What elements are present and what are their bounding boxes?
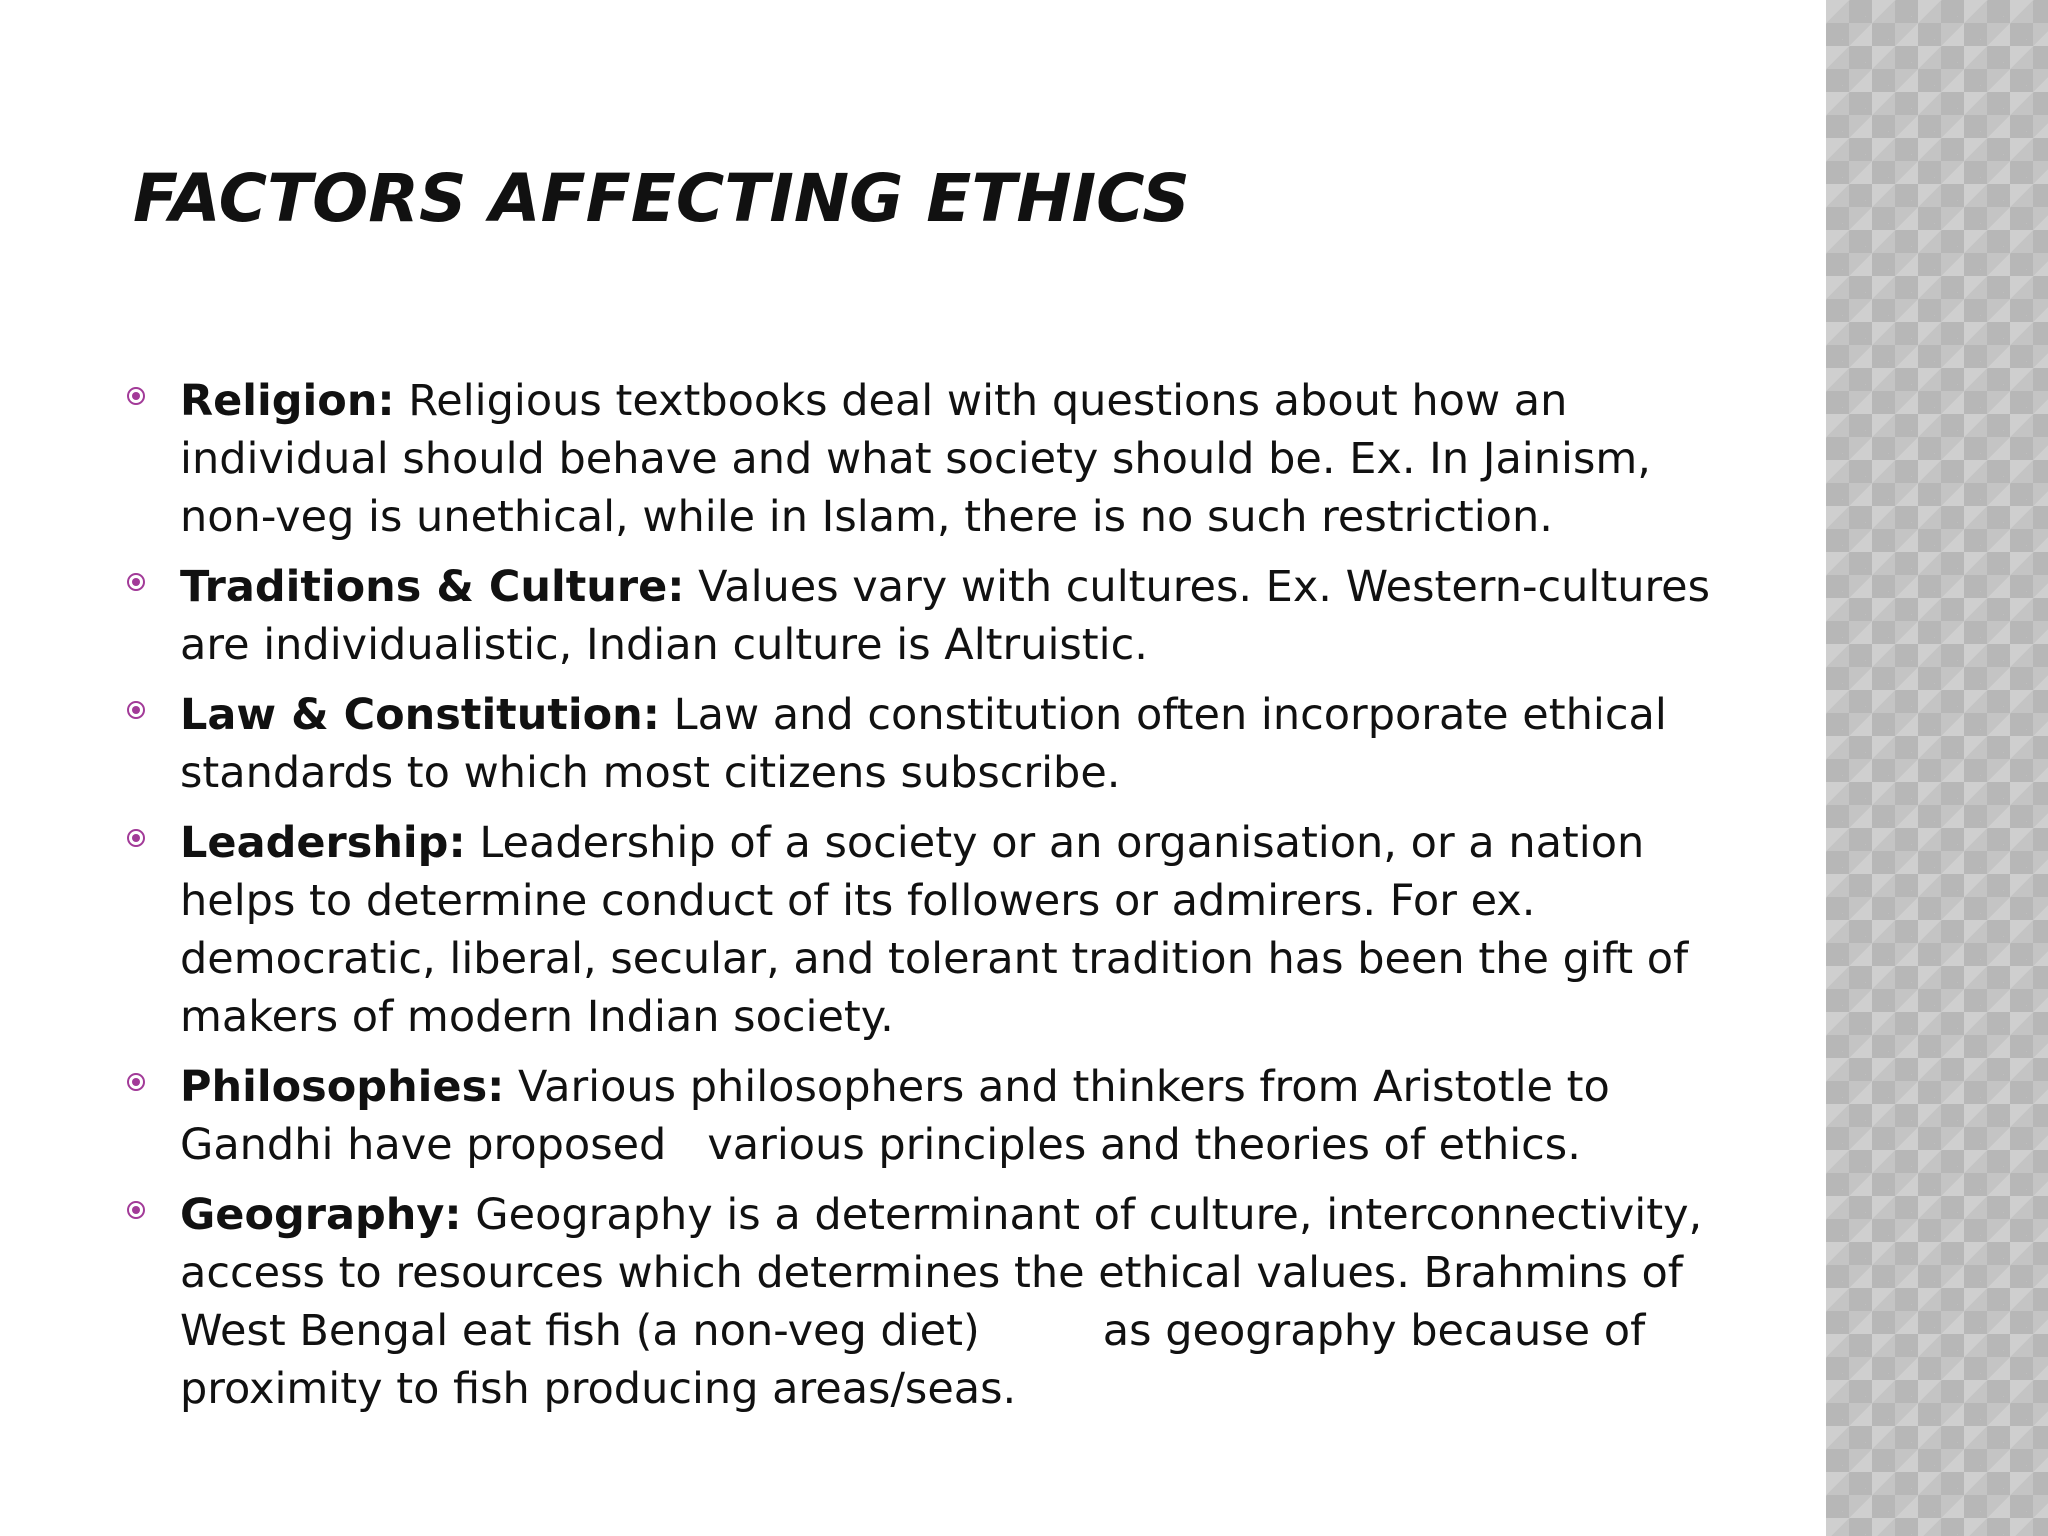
bullet-term: Geography: [180,1190,462,1240]
bullet-text: Leadership of a society or an organisation, or a nation helps to determine conduct of its followers or admirers. For ex. democratic, liberal, secular, and tolerant tradition has been the gift of makers of modern Indian society. [180,818,1702,1042]
decorative-side-panel [1826,0,2048,1536]
bullet-text: Law and constitution often incorporate ethical standards to which most citizens subscribe. [180,690,1681,798]
bullet-term: Traditions & Culture: [180,562,685,612]
bullet-circle-icon [127,829,145,847]
bullet-text: Religious textbooks deal with questions about how an individual should behave and what society should be. Ex. In Jainism, non-veg is unethical, while in Islam, there is no such restriction. [180,376,1665,542]
bullet-item-religion [125,372,1715,546]
bullet-item-geography [125,1186,1715,1418]
bullet-term: Religion: [180,376,395,426]
bullet-circle-icon [127,387,145,405]
bullet-term: Law & Constitution: [180,690,660,740]
bullet-term: Philosophies: [180,1062,505,1112]
bullet-list [125,372,1724,1430]
bullet-item-leadership [125,814,1715,1046]
bullet-text: Various philosophers and thinkers from Aristotle to Gandhi have proposed various principles and theories of ethics. [180,1062,1624,1170]
bullet-text: Values vary with cultures. Ex. Western-cultures are individualistic, Indian culture is Altruistic. [180,562,1724,670]
bullet-circle-icon [127,573,145,591]
bullet-text: Geography is a determinant of culture, interconnectivity, access to resources which determines the ethical values. Brahmins of West Bengal eat fish (a non-veg diet) as geography because of proximity to fish producing areas/seas. [180,1190,1716,1414]
bullet-item-philosophies [125,1058,1715,1174]
bullet-item-law-constitution [125,686,1715,802]
bullet-circle-icon [127,1201,145,1219]
bullet-circle-icon [127,701,145,719]
bullet-item-traditions-culture [125,558,1724,674]
bullet-term: Leadership: [180,818,466,868]
bullet-circle-icon [127,1073,145,1091]
slide-title: FACTORS AFFECTING ETHICS [133,160,1190,237]
